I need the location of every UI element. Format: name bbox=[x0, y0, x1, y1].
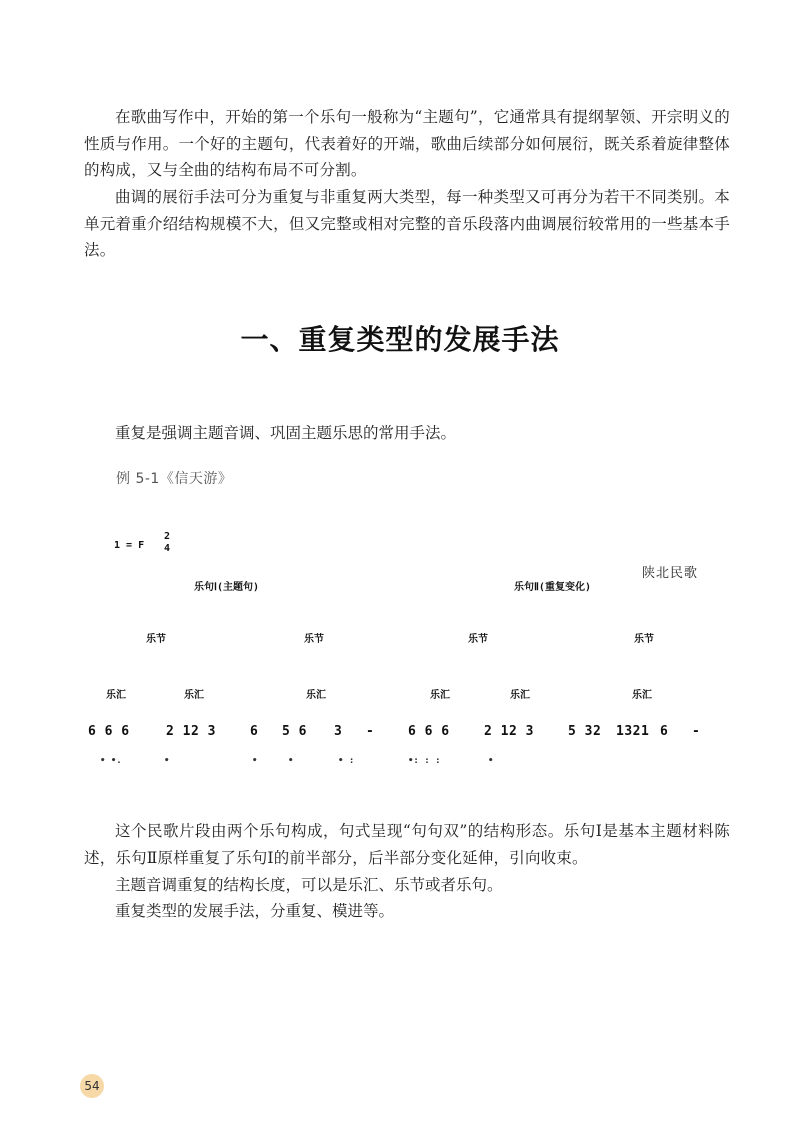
underline-dots: •: : : bbox=[408, 756, 441, 766]
meter-top: 2 bbox=[164, 531, 171, 542]
intro-paragraph-2: 曲调的展衍手法可分为重复与非重复两大类型，每一种类型又可再分为若干不同类别。本单元着重介绍结构规模不大，但又完整或相对完整的音乐段落内曲调展衍较常用的一些基本手法。 bbox=[84, 188, 730, 259]
bar-label: 乐节 bbox=[634, 634, 654, 645]
section-lead: 重复是强调主题音调、巩固主题乐思的常用手法。 bbox=[115, 424, 457, 442]
motif-label: 乐汇 bbox=[632, 690, 652, 701]
note-group: - bbox=[366, 724, 375, 739]
note-group: - bbox=[692, 724, 701, 739]
intro-paragraph-1: 在歌曲写作中，开始的第一个乐句一般称为“主题句”，它通常具有提纲挈领、开宗明义的性质与作用。一个好的主题句，代表着好的开端，歌曲后续部分如何展衍，既关系着旋律整体的构成，又与全曲的结构布局不可分割。 bbox=[84, 108, 730, 179]
underline-dots: • bbox=[488, 756, 494, 766]
underline-dots: • bbox=[164, 756, 170, 766]
motif-label: 乐汇 bbox=[184, 690, 204, 701]
bar-label: 乐节 bbox=[304, 634, 324, 645]
example-label: 例 5-1《信天游》 bbox=[116, 471, 233, 487]
underline-dots: • bbox=[288, 756, 294, 766]
analysis-line-2: 主题音调重复的结构长度，可以是乐汇、乐节或者乐句。 bbox=[115, 876, 503, 894]
note-group: 6 bbox=[660, 724, 669, 739]
bar-label: 乐节 bbox=[468, 634, 488, 645]
phrase-label-1: 乐句Ⅰ(主题句) bbox=[194, 582, 259, 593]
note-group: 6 6 6 bbox=[408, 724, 450, 739]
underline-dots: • : bbox=[338, 756, 355, 766]
note-group: 6 bbox=[250, 724, 259, 739]
analysis-line-3: 重复类型的发展手法，分重复、模进等。 bbox=[115, 902, 395, 920]
note-group: 6 6 6 bbox=[88, 724, 130, 739]
underline-dots: • bbox=[252, 756, 258, 766]
note-group: 5 6 bbox=[282, 724, 307, 739]
note-group: 1321 bbox=[616, 724, 650, 739]
song-source: 陕北民歌 bbox=[642, 566, 699, 581]
analysis-paragraph: 这个民歌片段由两个乐句构成，句式呈现“句句双”的结构形态。乐句Ⅰ是基本主题材料陈述，乐句Ⅱ原样重复了乐句Ⅰ的前半部分，后半部分变化延伸，引向收束。 bbox=[84, 822, 730, 867]
motif-label: 乐汇 bbox=[106, 690, 126, 701]
motif-label: 乐汇 bbox=[430, 690, 450, 701]
note-group: 2 12 3 bbox=[484, 724, 534, 739]
note-group: 5 32 bbox=[568, 724, 602, 739]
music-score bbox=[84, 520, 724, 780]
key-signature: 1 = F bbox=[114, 540, 145, 551]
bar-label: 乐节 bbox=[146, 634, 166, 645]
section-heading: 一、重复类型的发展手法 bbox=[240, 323, 560, 356]
motif-label: 乐汇 bbox=[510, 690, 530, 701]
note-group: 2 12 3 bbox=[166, 724, 216, 739]
underline-dots: • •. bbox=[100, 756, 122, 766]
motif-label: 乐汇 bbox=[306, 690, 326, 701]
phrase-label-2: 乐句Ⅱ(重复变化) bbox=[514, 582, 591, 593]
meter-bottom: 4 bbox=[164, 543, 171, 554]
page-number: 54 bbox=[80, 1074, 104, 1098]
note-group: 3 bbox=[334, 724, 343, 739]
